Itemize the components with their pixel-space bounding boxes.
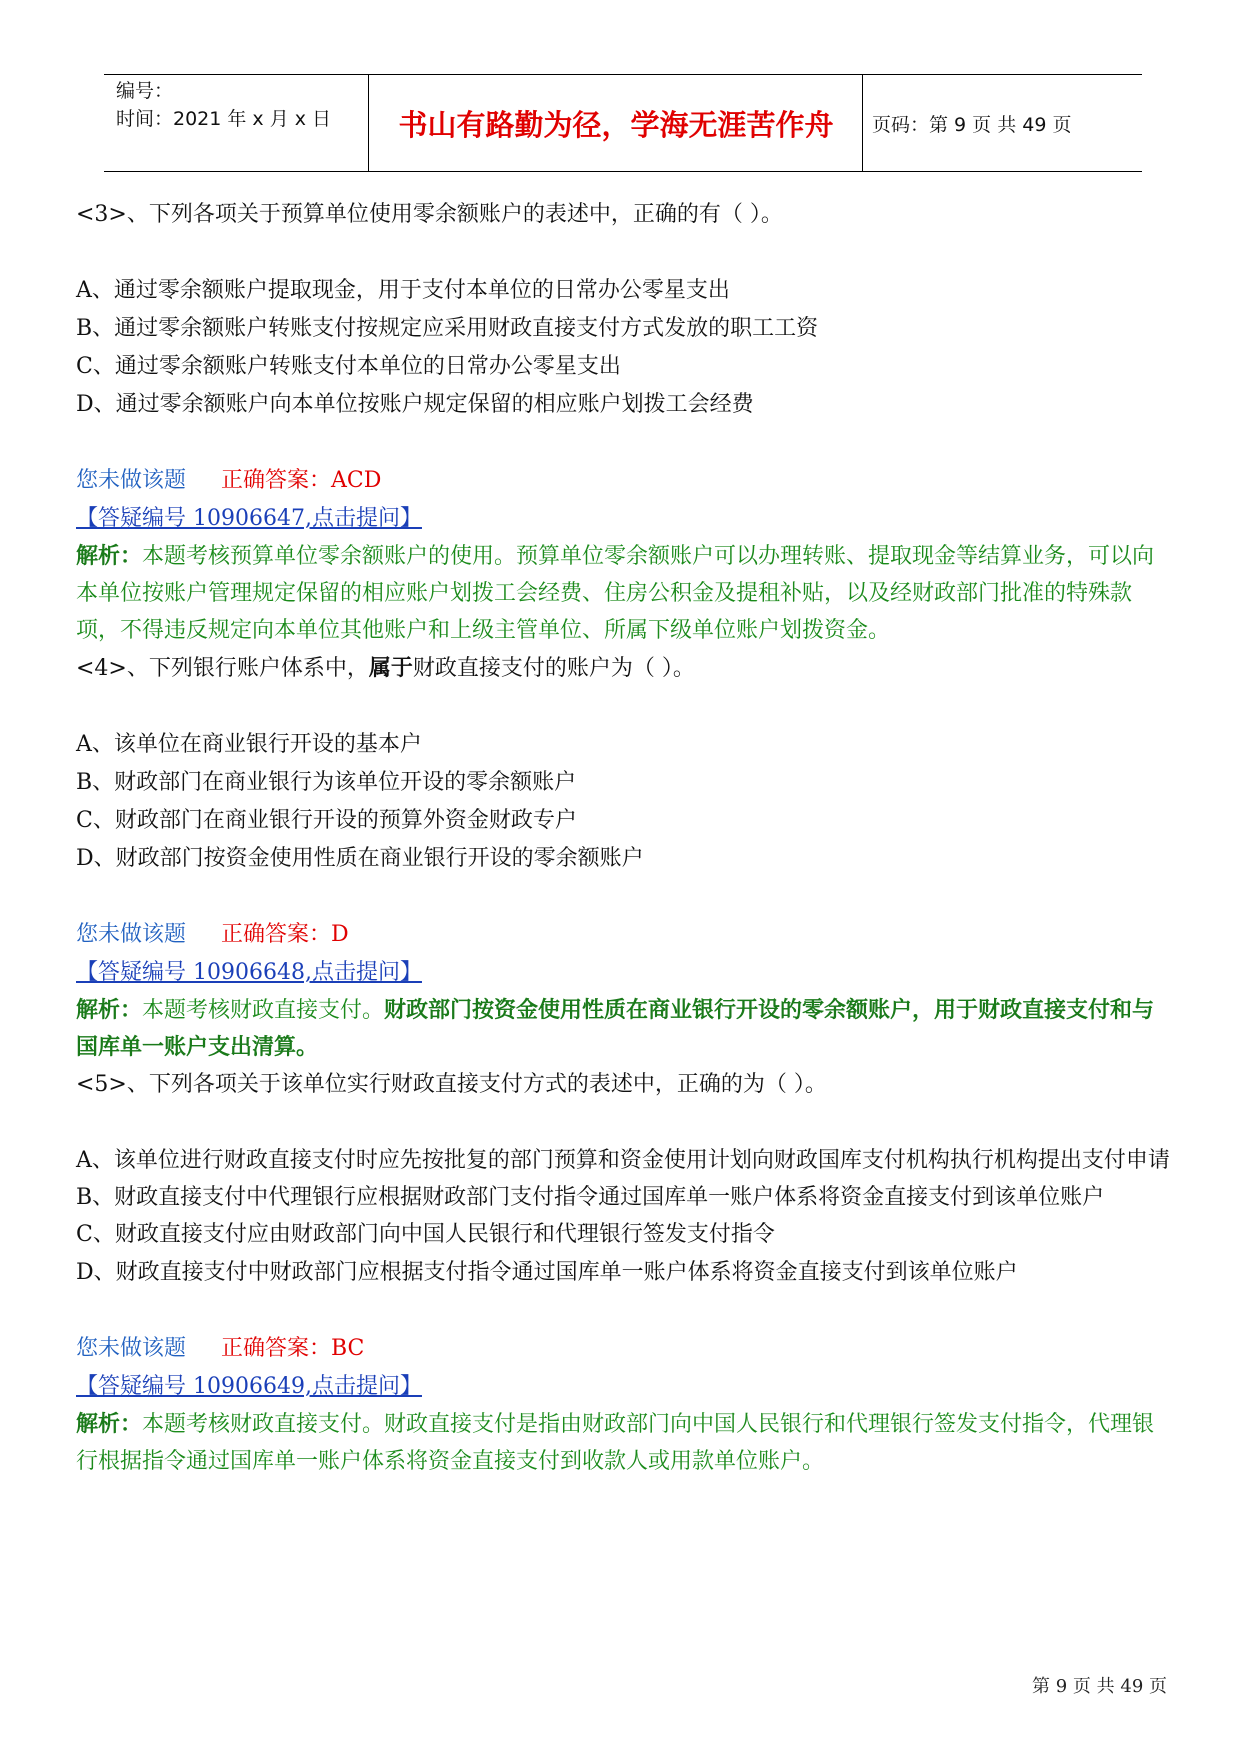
page-footer: 第 9 页 共 49 页 [1032,1676,1167,1697]
option-b: B、财政直接支付中代理银行应根据财政部门支付指令通过国库单一账户体系将资金直接支付到该单位账户 [76,1185,1105,1210]
question-prompt: <5>、下列各项关于该单位实行财政直接支付方式的表述中，正确的为（ ）。 [76,1072,827,1097]
analysis-text: 本题考核预算单位零余额账户的使用。预算单位零余额账户可以办理转账、提取现金等结算业务，可以向本单位按账户管理规定保留的相应账户划拨工会经费、住房公积金及提租补贴，以及经财政部门批准的特殊款项，不得违反规定向本单位其他账户和上级主管单位、所属下级单位账户划拨资金。 [76,544,1155,643]
qa-link[interactable]: 【答疑编号 10906648,点击提问】 [76,960,422,985]
analysis [76,538,1174,649]
analysis-emphasis: 财政部门按资金使用性质在商业银行开设的零余额账户，用于财政直接支付和与国库单一账户支出清算。 [76,997,1155,1060]
qa-link[interactable]: 【答疑编号 10906647,点击提问】 [76,506,422,531]
answer-line [76,1330,1174,1368]
header-number-label: 编号： [116,80,174,102]
header-meta [116,77,366,133]
correct-answer: 正确答案：BC [220,1336,365,1361]
analysis-label: 解析： [76,543,143,569]
header-time-label: 时间：2021 年 x 月 x 日 [116,108,332,130]
header-divider [862,75,863,171]
document-body [76,196,1174,1480]
prompt-emphasis: 属于 [368,655,413,681]
option-d: D、财政直接支付中财政部门应根据支付指令通过国库单一账户体系将资金直接支付到该单位账户 [76,1260,1018,1285]
header-page-label: 页码：第 9 页 共 49 页 [872,113,1072,136]
analysis-text: 本题考核财政直接支付。财政直接支付是指由财政部门向中国人民银行和代理银行签发支付指令，代理银行根据指令通过国库单一账户体系将资金直接支付到收款人或用款单位账户。 [76,1412,1155,1474]
question-prompt: <3>、下列各项关于预算单位使用零余额账户的表述中，正确的有（ ）。 [76,202,783,227]
option-a: A、通过零余额账户提取现金，用于支付本单位的日常办公零星支出 [76,278,730,303]
option-b: B、财政部门在商业银行为该单位开设的零余额账户 [76,770,577,795]
analysis-text: 本题考核财政直接支付。 [142,998,385,1023]
correct-answer: 正确答案：ACD [220,468,382,493]
correct-answer: 正确答案：D [220,922,349,947]
option-c: C、通过零余额账户转账支付本单位的日常办公零星支出 [76,354,621,379]
question-prompt [76,649,1174,688]
analysis-label: 解析： [76,997,143,1023]
status-text: 您未做该题 [76,468,187,493]
option-d: D、财政部门按资金使用性质在商业银行开设的零余额账户 [76,846,644,871]
option-a: A、该单位进行财政直接支付时应先按批复的部门预算和资金使用计划向财政国库支付机构执行机构提出支付申请 [76,1148,1170,1173]
option-d: D、通过零余额账户向本单位按账户规定保留的相应账户划拨工会经费 [76,392,754,417]
answer-line [76,916,1174,954]
prompt-text: 财政直接支付的账户为（ ）。 [412,656,695,681]
analysis [76,1406,1174,1480]
qa-link[interactable]: 【答疑编号 10906649,点击提问】 [76,1374,422,1399]
header-motto: 书山有路勤为径，学海无涯苦作舟 [398,107,834,142]
page-header [104,74,1142,172]
option-c: C、财政直接支付应由财政部门向中国人民银行和代理银行签发支付指令 [76,1222,775,1247]
option-a: A、该单位在商业银行开设的基本户 [76,732,422,757]
analysis [76,992,1174,1066]
status-text: 您未做该题 [76,1336,187,1361]
answer-line [76,462,1174,500]
prompt-text: <4>、下列银行账户体系中， [76,656,369,681]
option-b: B、通过零余额账户转账支付按规定应采用财政直接支付方式发放的职工工资 [76,316,819,341]
analysis-label: 解析： [76,1411,143,1437]
option-c: C、财政部门在商业银行开设的预算外资金财政专户 [76,808,577,833]
header-divider [368,75,369,171]
status-text: 您未做该题 [76,922,187,947]
